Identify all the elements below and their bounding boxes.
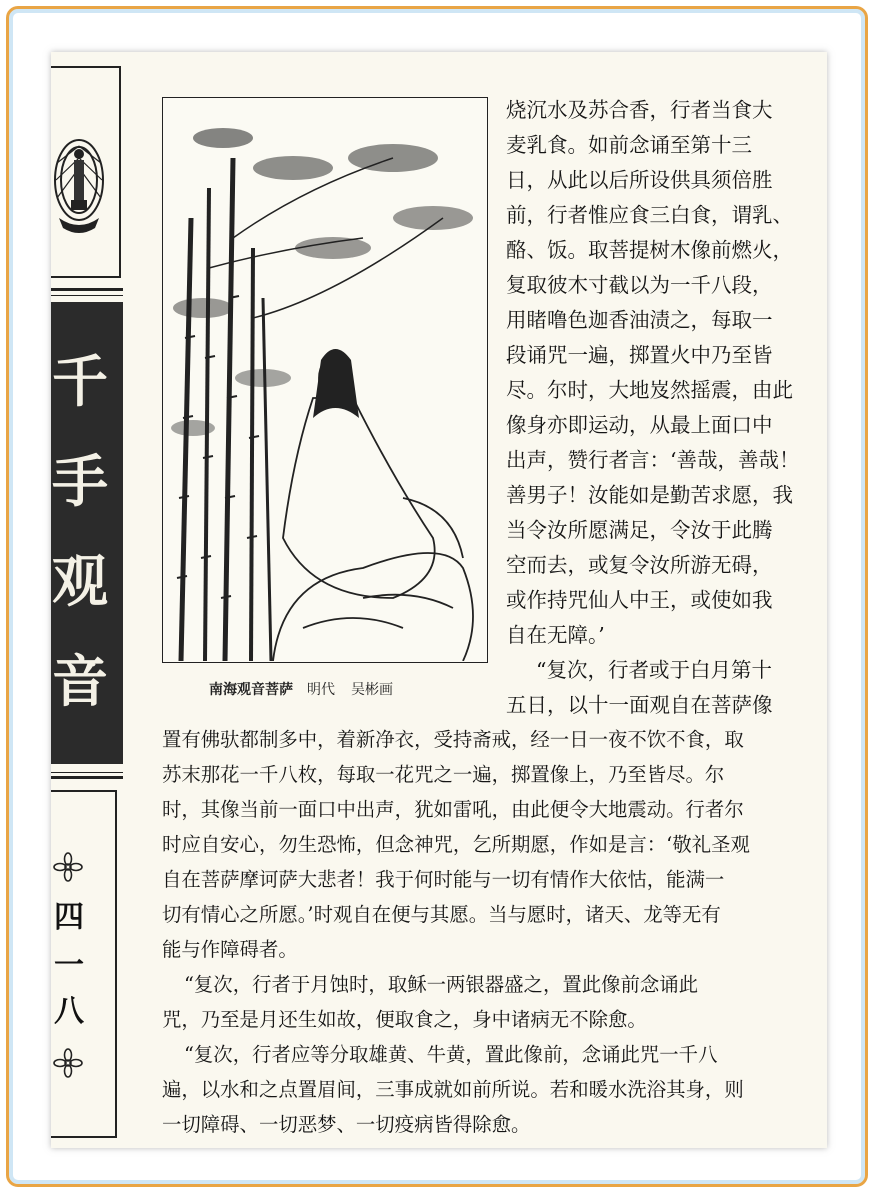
text-line: 一切障碍、一切恶梦、一切疫病皆得除愈。: [162, 1113, 531, 1136]
emblem-box: [51, 66, 121, 278]
text-line: 当令汝所愿满足，令汝于此腾: [506, 518, 773, 542]
text-line: 前，行者惟应食三白食，谓乳、: [506, 203, 793, 227]
book-title-char: 千: [52, 349, 108, 415]
text-line: 日，从此以后所设供具须倍胜: [506, 168, 773, 192]
text-line: 时应自安心，勿生恐怖，但念神咒，乞所期愿，作如是言：‘敬礼圣观: [162, 833, 750, 856]
text-line: 咒，乃至是月还生如故，便取食之，身中诸病无不除愈。: [162, 1008, 647, 1031]
divider-rule: [51, 772, 123, 773]
text-line: 置有佛驮都制多中，着新净衣，受持斋戒，经一日一夜不饮不食，取: [162, 728, 744, 751]
flower-ornament-icon: [53, 852, 83, 882]
text-line: 出声，赞行者言：‘善哉，善哉！: [506, 448, 800, 472]
book-title-char: 观: [52, 549, 108, 615]
page-number-char: 一: [54, 948, 84, 983]
text-line: 用睹噜色迦香油渍之，每取一: [506, 308, 773, 332]
text-line: 复取彼木寸截以为一千八段，: [506, 273, 773, 297]
text-line: 自在菩萨摩诃萨大悲者！我于何时能与一切有情作大依怙，能满一: [162, 868, 725, 891]
flower-ornament-icon: [53, 1048, 83, 1078]
side-band: [51, 52, 123, 1148]
illustration-caption: [209, 679, 449, 699]
divider-rule: [51, 776, 123, 779]
caption-artist: 吴彬画: [351, 682, 393, 698]
text-line: 自在无障。’: [506, 623, 605, 647]
text-line: 遍，以水和之点置眉间，三事成就如前所说。若和暖水洗浴其身，则: [162, 1078, 744, 1101]
text-line: “复次，行者或于白月第十: [536, 658, 772, 682]
book-title-char: 音: [52, 649, 108, 715]
caption-title: 南海观音菩萨: [209, 682, 293, 698]
text-line: 空而去，或复令汝所游无碍，: [506, 553, 773, 577]
text-line: “复次，行者于月蚀时，取稣一两银器盛之，置此像前念诵此: [184, 973, 699, 996]
book-title-char: 手: [52, 449, 108, 515]
text-line: 尽。尔时，大地岌然摇震，由此: [506, 378, 793, 402]
text-line: 切有情心之所愿。’时观自在便与其愿。当与愿时，诸天、龙等无有: [162, 903, 721, 926]
divider-rule: [51, 295, 123, 296]
page-number-char: 八: [54, 994, 84, 1029]
text-line: 五日，以十一面观自在菩萨像: [506, 693, 773, 717]
text-line: 或作持咒仙人中王，或使如我: [506, 588, 773, 612]
text-line: 善男子！汝能如是勤苦求愿，我: [506, 483, 793, 507]
text-line: 像身亦即运动，从最上面口中: [506, 413, 773, 437]
text-line: 酪、饭。取菩提树木像前燃火，: [506, 238, 793, 262]
divider-rule: [51, 288, 123, 291]
text-line: 段诵咒一遍，掷置火中乃至皆: [506, 343, 773, 367]
text-line: 苏末那花一千八枚，每取一花咒之一遍，掷置像上，乃至皆尽。尔: [162, 763, 725, 786]
page-number-box: [51, 790, 117, 1138]
text-line: 麦乳食。如前念诵至第十三: [506, 133, 752, 157]
text-line: 能与作障碍者。: [162, 938, 298, 961]
caption-era: 明代: [307, 682, 335, 698]
text-line: 时，其像当前一面口中出声，犹如雷吼，由此便令大地震动。行者尔: [162, 798, 744, 821]
text-line: 烧沉水及苏合香，行者当食大: [506, 98, 773, 122]
guanyin-illustration: [162, 97, 488, 663]
page-number-char: 四: [54, 900, 84, 935]
book-page: [51, 52, 827, 1148]
guanyin-emblem-icon: [51, 68, 117, 276]
text-line: “复次，行者应等分取雄黄、牛黄，置此像前，念诵此咒一千八: [184, 1043, 718, 1066]
book-title-box: [51, 302, 123, 764]
bamboo-guanyin-drawing: [163, 98, 486, 661]
